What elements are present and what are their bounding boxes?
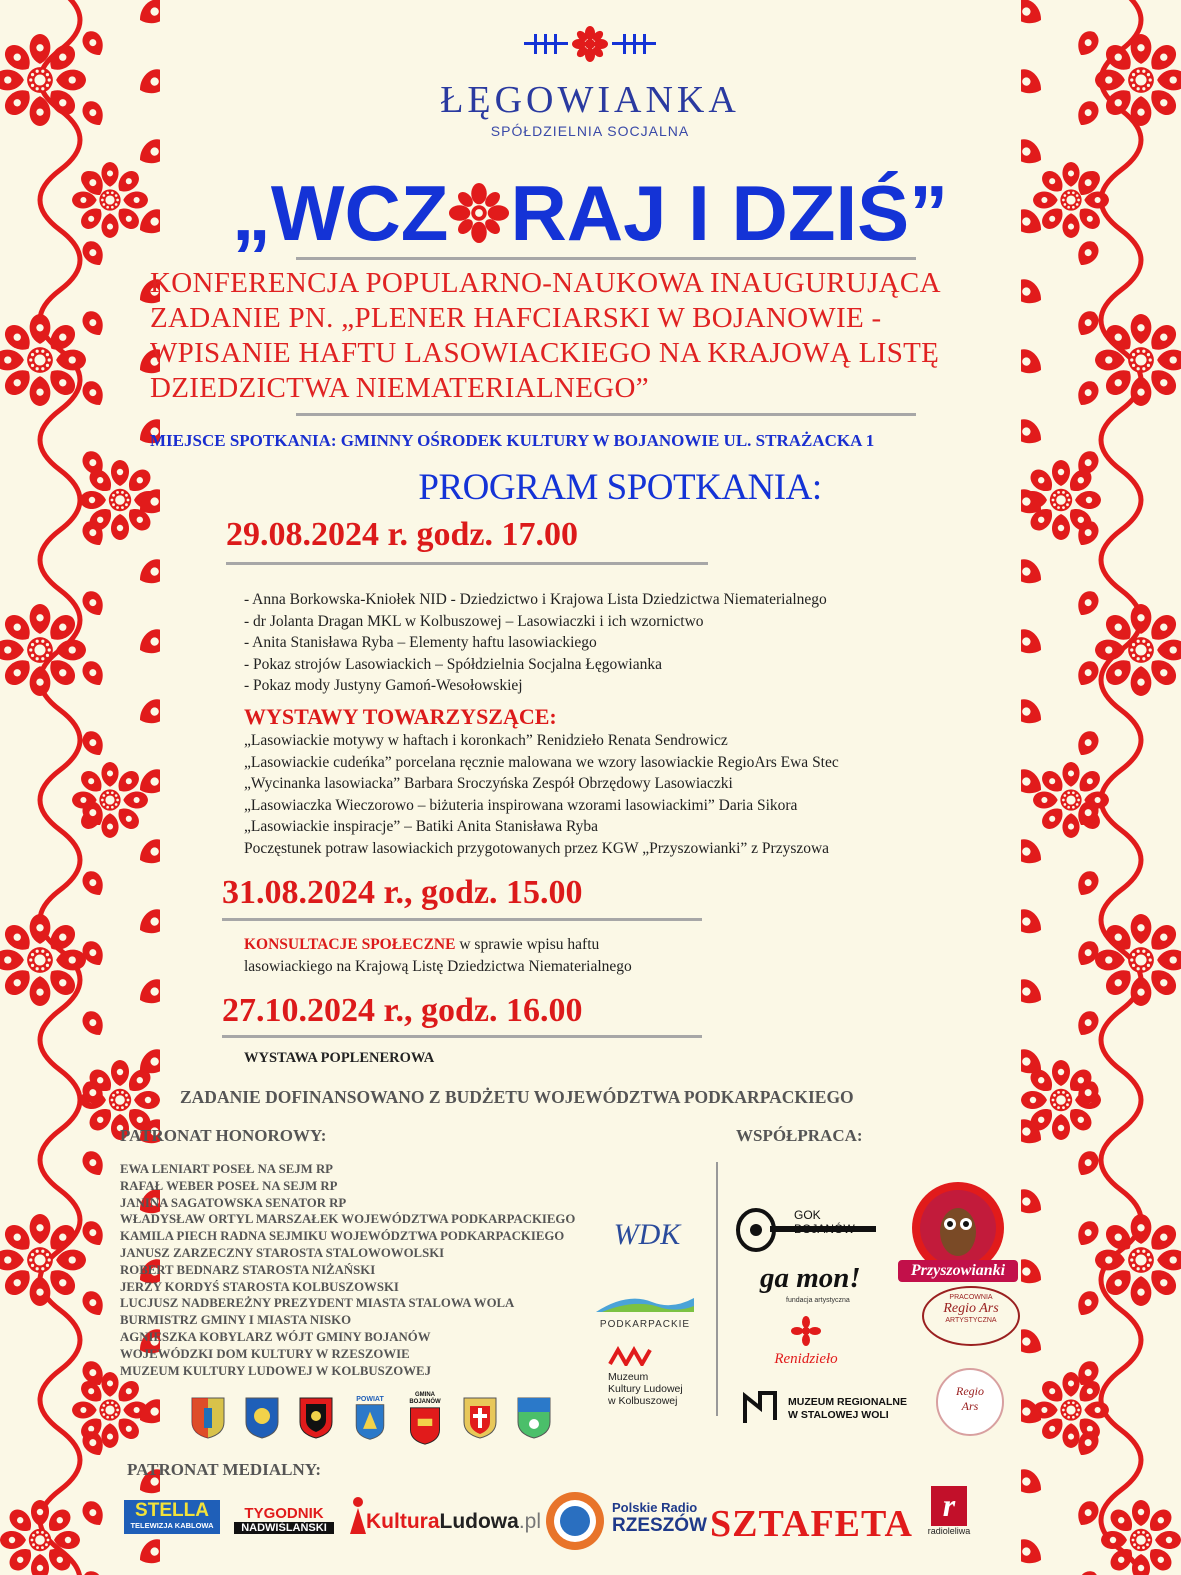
stella-sub: TELEWIZJA KABLOWA bbox=[130, 1521, 214, 1530]
folk-drop-motif bbox=[79, 1007, 109, 1039]
folk-drop-motif bbox=[1073, 1567, 1103, 1575]
folk-drop-motif bbox=[79, 237, 109, 269]
folk-drop-motif bbox=[1021, 625, 1047, 660]
folk-drop-motif bbox=[1073, 97, 1103, 129]
folk-drop-motif bbox=[1073, 1497, 1103, 1529]
list-item: LUCJUSZ NADBEREŻNY PREZYDENT MIASTA STALOWA WOLA bbox=[120, 1296, 515, 1311]
list-item: WOJEWÓDZKI DOM KULTURY W RZESZOWIE bbox=[120, 1346, 410, 1361]
list-item: „Lasowiackie inspiracje” – Batiki Anita Stanisława Ryba bbox=[244, 818, 599, 835]
folk-drop-motif bbox=[134, 975, 160, 1010]
folk-drop-motif bbox=[134, 905, 160, 940]
crest-icon bbox=[244, 1396, 280, 1440]
folk-drop-motif bbox=[1073, 377, 1103, 409]
mkl-logo-icon bbox=[608, 1346, 652, 1366]
exhibition-postplener: WYSTAWA POPLENEROWA bbox=[244, 1050, 435, 1066]
folk-drop-motif bbox=[1073, 1217, 1103, 1249]
kultura-part: Kultura bbox=[366, 1510, 440, 1533]
crest-icon bbox=[298, 1396, 334, 1440]
mkl-line: Kultury Ludowej bbox=[608, 1383, 683, 1395]
renidzielo-label: Renidzieło bbox=[774, 1351, 838, 1367]
list-item: „Lasowiackie cudeńka” porcelana ręcznie malowana we wzory lasowiackie RegioArs Ewa Stec bbox=[244, 753, 839, 771]
cooperation-title: WSPÓŁPRACA: bbox=[736, 1126, 863, 1145]
list-item: - Pokaz mody Justyny Gamoń-Wesołowskiej bbox=[244, 677, 523, 694]
folk-drop-motif bbox=[134, 135, 160, 170]
list-item: JANINA SAGATOWSKA SENATOR RP bbox=[120, 1195, 347, 1210]
folk-drop-motif bbox=[1021, 1185, 1047, 1220]
regio-round-line: Ars bbox=[961, 1399, 979, 1413]
list-item: - dr Jolanta Dragan MKL w Kolbuszowej – Lasowiaczki i ich wzornictwo bbox=[244, 612, 704, 630]
divider bbox=[222, 918, 702, 921]
folk-flower-motif bbox=[1101, 1500, 1181, 1575]
kultura-part: Ludowa bbox=[439, 1510, 519, 1533]
conference-description bbox=[150, 266, 995, 406]
honorary-patronage-title: PATRONAT HONOROWY: bbox=[120, 1126, 327, 1145]
title-close-quote: ” bbox=[909, 169, 949, 257]
stella-logo bbox=[124, 1500, 220, 1534]
divider bbox=[296, 413, 916, 416]
list-item: - Anita Stanisława Ryba – Elementy haftu lasowiackiego bbox=[244, 634, 597, 651]
folk-drop-motif bbox=[79, 727, 109, 759]
folk-drop-motif bbox=[79, 1567, 109, 1575]
consultation-text-part: lasowiackiego na Krajową Listę Dziedzictwa Niematerialnego bbox=[244, 957, 632, 975]
folk-drop-motif bbox=[1021, 275, 1047, 310]
folk-drop-motif bbox=[1073, 1147, 1103, 1179]
folk-drop-motif bbox=[1073, 1287, 1103, 1319]
radio-line: RZESZÓW bbox=[612, 1515, 707, 1536]
folk-flower-motif bbox=[72, 162, 148, 238]
polskie-radio-logo bbox=[612, 1500, 707, 1537]
folk-flower-motif bbox=[1033, 162, 1109, 238]
mkl-line: Muzeum bbox=[608, 1371, 649, 1383]
podkarpackie-label: PODKARPACKIE bbox=[599, 1319, 691, 1330]
media-patronage-title: PATRONAT MEDIALNY: bbox=[127, 1460, 322, 1479]
folk-flower-motif bbox=[0, 34, 86, 126]
folk-drop-motif bbox=[1073, 237, 1103, 269]
folk-pattern-right-border bbox=[1021, 0, 1181, 1575]
folk-drop-motif bbox=[1073, 657, 1103, 689]
folk-flower-motif bbox=[72, 762, 148, 838]
muzeum-line: W STALOWEJ WOLI bbox=[788, 1409, 889, 1421]
polskie-radio-icon bbox=[544, 1490, 606, 1552]
list-item: - Pokaz strojów Lasowiackich – Spółdzielnia Socjalna Łęgowianka bbox=[244, 655, 662, 673]
list-item: - Anna Borkowska-Kniołek NID - Dziedzictwo i Krajowa Lista Dziedzictwa Niematerialnego bbox=[244, 591, 827, 608]
podkarpackie-logo bbox=[592, 1290, 698, 1330]
folk-drop-motif bbox=[1073, 1007, 1103, 1039]
gamon-sub: fundacja artystyczna bbox=[786, 1297, 850, 1304]
gamon-logo: ga mon! bbox=[760, 1262, 861, 1294]
kultura-part: .pl bbox=[518, 1510, 542, 1533]
folk-drop-motif bbox=[134, 835, 160, 870]
folk-drop-motif bbox=[1021, 975, 1047, 1010]
folk-flower-motif bbox=[0, 604, 86, 696]
regio-ars-bottom: ARTYSTYCZNA bbox=[945, 1317, 997, 1324]
folk-drop-motif bbox=[1021, 1535, 1047, 1570]
talks-list bbox=[244, 589, 827, 697]
regio-ars-round-logo bbox=[936, 1368, 1004, 1436]
folk-drop-motif bbox=[1021, 905, 1047, 940]
folk-drop-motif bbox=[79, 97, 109, 129]
podkarpackie-hills-icon bbox=[592, 1290, 698, 1314]
list-item: BURMISTRZ GMINY I MIASTA NISKO bbox=[120, 1313, 352, 1328]
consultation-text bbox=[244, 934, 632, 977]
folk-drop-motif bbox=[134, 625, 160, 660]
folk-flower-motif bbox=[1095, 34, 1181, 126]
title-part2: RAJ I DZIŚ bbox=[510, 169, 910, 257]
list-item: AGNIESZKA KOBYLARZ WÓJT GMINY BOJANÓW bbox=[120, 1329, 431, 1344]
exhibitions-list bbox=[244, 730, 839, 859]
mkl-line: w Kolbuszowej bbox=[608, 1395, 678, 1407]
exhibitions-title: WYSTAWY TOWARZYSZĄCE: bbox=[244, 704, 557, 729]
folk-drop-motif bbox=[79, 1147, 109, 1179]
folk-flower-motif bbox=[1095, 604, 1181, 696]
folk-drop-motif bbox=[134, 555, 160, 590]
consultation-highlight: KONSULTACJE SPOŁECZNE bbox=[244, 936, 456, 953]
folk-drop-motif bbox=[1073, 587, 1103, 619]
folk-drop-motif bbox=[1073, 727, 1103, 759]
przyszowianki-label: Przyszowianki bbox=[910, 1262, 1006, 1279]
list-item: „Wycinanka lasowiacka” Barbara Sroczyńska Zespół Obrzędowy Lasowiaczki bbox=[244, 775, 733, 792]
divider bbox=[296, 257, 916, 260]
crest-icon bbox=[353, 1403, 387, 1441]
list-item: JANUSZ ZARZECZNY STAROSTA STALOWOWOLSKI bbox=[120, 1245, 445, 1260]
gok-label: GOK BOJANÓW bbox=[794, 1208, 855, 1236]
flower-ornament-icon bbox=[520, 26, 660, 62]
stella-label: STELLA bbox=[135, 1500, 209, 1521]
divider bbox=[222, 1035, 702, 1038]
conference-line: KONFERENCJA POPULARNO-NAUKOWA INAUGURUJĄCA bbox=[150, 267, 941, 299]
program-title: PROGRAM SPOTKANIA: bbox=[418, 467, 822, 508]
date-day2: 31.08.2024 r., godz. 15.00 bbox=[222, 874, 583, 911]
folk-flower-motif bbox=[1095, 314, 1181, 406]
radioleliwa-label: radioleliwa bbox=[927, 1526, 971, 1536]
tygodnik-logo bbox=[234, 1506, 334, 1534]
folk-flower-motif bbox=[1095, 1214, 1181, 1306]
title-flower-icon bbox=[448, 182, 510, 244]
muzeum-regionalne-icon bbox=[742, 1390, 778, 1426]
divider bbox=[226, 562, 708, 565]
main-title bbox=[140, 168, 1040, 258]
folk-flower-motif bbox=[0, 914, 86, 1006]
folk-drop-motif bbox=[79, 1287, 109, 1319]
tygodnik-label: TYGODNIK bbox=[244, 1505, 324, 1522]
folk-drop-motif bbox=[1021, 65, 1047, 100]
regio-ars-label: Regio Ars bbox=[943, 1301, 999, 1316]
list-item: „Lasowiackie motywy w haftach i koronkach” Renidzieło Renata Sendrowicz bbox=[244, 732, 728, 749]
folk-drop-motif bbox=[1021, 0, 1047, 30]
date-day3: 27.10.2024 r., godz. 16.00 bbox=[222, 992, 583, 1029]
folk-drop-motif bbox=[79, 377, 109, 409]
folk-drop-motif bbox=[1021, 135, 1047, 170]
folk-drop-motif bbox=[1021, 695, 1047, 730]
date-day1: 29.08.2024 r. godz. 17.00 bbox=[226, 516, 578, 553]
folk-vine-line bbox=[1101, 0, 1141, 1575]
folk-flower-motif bbox=[0, 1500, 80, 1575]
powiat-label: POWIAT bbox=[356, 1396, 384, 1403]
conference-line: WPISANIE HAFTU LASOWIACKIEGO NA KRAJOWĄ LISTĘ bbox=[150, 337, 940, 369]
folk-drop-motif bbox=[79, 657, 109, 689]
radio-line: Polskie Radio bbox=[612, 1500, 698, 1515]
folk-drop-motif bbox=[79, 27, 109, 59]
list-item: RAFAŁ WEBER POSEŁ NA SEJM RP bbox=[120, 1178, 338, 1193]
folk-drop-motif bbox=[134, 65, 160, 100]
folk-drop-motif bbox=[1073, 867, 1103, 899]
folk-drop-motif bbox=[1073, 27, 1103, 59]
wdk-logo-text: WDK bbox=[613, 1218, 681, 1251]
list-item: ROBERT BEDNARZ STAROSTA NIŻAŃSKI bbox=[120, 1262, 376, 1277]
folk-drop-motif bbox=[1021, 555, 1047, 590]
title-open-quote: „ bbox=[231, 169, 271, 257]
list-item: JERZY KORDYŚ STAROSTA KOLBUSZOWSKI bbox=[120, 1279, 399, 1294]
folk-drop-motif bbox=[1021, 1255, 1047, 1290]
renidzielo-logo bbox=[756, 1316, 856, 1368]
folk-flower-motif bbox=[1033, 762, 1109, 838]
folk-drop-motif bbox=[134, 695, 160, 730]
consultation-text-part: w sprawie wpisu haftu bbox=[455, 936, 600, 953]
folk-drop-motif bbox=[1021, 1325, 1047, 1360]
folk-drop-motif bbox=[79, 1217, 109, 1249]
kultura-ludowa-logo bbox=[346, 1496, 542, 1541]
list-item: EWA LENIART POSEŁ NA SEJM RP bbox=[120, 1162, 333, 1176]
honorary-patronage-list bbox=[120, 1161, 575, 1379]
sztafeta-logo: SZTAFETA bbox=[710, 1503, 913, 1545]
regio-ars-top: PRACOWNIA bbox=[949, 1294, 993, 1301]
folk-drop-motif bbox=[1021, 1465, 1047, 1500]
regio-round-line: Regio bbox=[956, 1384, 984, 1398]
folk-drop-motif bbox=[1021, 835, 1047, 870]
folk-drop-motif bbox=[1073, 307, 1103, 339]
muzeum-regionalne-logo bbox=[742, 1390, 907, 1431]
list-item: Poczęstunek potraw lasowiackich przygotowanych przez KGW „Przyszowianki” z Przyszowa bbox=[244, 839, 830, 857]
tygodnik-sub: NADWIŚLAŃSKI bbox=[234, 1522, 334, 1534]
przyszowianki-logo bbox=[892, 1180, 1024, 1290]
folk-drop-motif bbox=[79, 307, 109, 339]
organization-subtitle: SPÓŁDZIELNIA SOCJALNA bbox=[490, 123, 690, 139]
conference-line: DZIEDZICTWA NIEMATERIALNEGO” bbox=[150, 372, 649, 404]
meeting-place: MIEJSCE SPOTKANIA: GMINNY OŚRODEK KULTURY W BOJANOWIE UL. STRAŻACKA 1 bbox=[150, 431, 875, 450]
list-item: „Lasowiaczka Wieczorowo – biżuteria inspirowana wzorami lasowiackimi” Daria Sikora bbox=[244, 796, 798, 814]
wdk-logo bbox=[612, 1218, 682, 1252]
list-item: KAMILA PIECH RADNA SEJMIKU WOJEWÓDZTWA PODKARPACKIEGO bbox=[120, 1229, 565, 1244]
radioleliwa-mark: r bbox=[931, 1486, 967, 1526]
radioleliwa-logo bbox=[926, 1486, 972, 1536]
folk-drop-motif bbox=[79, 587, 109, 619]
muzeum-line: MUZEUM REGIONALNE bbox=[788, 1396, 907, 1408]
powiat-crest bbox=[350, 1396, 390, 1446]
mkl-logo bbox=[608, 1346, 708, 1407]
folk-drop-motif bbox=[1021, 345, 1047, 380]
folk-flower-motif bbox=[0, 314, 86, 406]
folk-drop-motif bbox=[134, 0, 160, 30]
folk-drop-motif bbox=[79, 1497, 109, 1529]
list-item: WŁADYSŁAW ORTYL MARSZAŁEK WOJEWÓDZTWA PODKARPACKIEGO bbox=[120, 1212, 576, 1227]
regio-ars-workshop-logo bbox=[922, 1286, 1020, 1346]
organization-name: ŁĘGOWIANKA bbox=[440, 79, 740, 121]
folk-drop-motif bbox=[79, 867, 109, 899]
conference-line: ZADANIE PN. „PLENER HAFCIARSKI W BOJANOWIE - bbox=[150, 302, 882, 334]
folk-flower-motif bbox=[0, 1214, 86, 1306]
gmina-bojanow-crest bbox=[402, 1392, 448, 1451]
title-part1: WCZ bbox=[270, 169, 449, 257]
funding-note: ZADANIE DOFINANSOWANO Z BUDŻETU WOJEWÓDZTWA PODKARPACKIEGO bbox=[180, 1087, 854, 1107]
folk-flower-motif bbox=[1095, 914, 1181, 1006]
crest-icon bbox=[462, 1396, 498, 1440]
renidzielo-flower-icon bbox=[791, 1316, 821, 1346]
gok-bojanow-logo bbox=[734, 1204, 880, 1259]
folk-vine-line bbox=[40, 0, 80, 1575]
crest-icon bbox=[407, 1406, 443, 1446]
folk-drop-motif bbox=[134, 1535, 160, 1570]
vertical-divider bbox=[716, 1162, 718, 1416]
list-item: MUZEUM KULTURY LUDOWEJ W KOLBUSZOWEJ bbox=[120, 1363, 431, 1378]
gmina-label: GMINA BOJANÓW bbox=[409, 1392, 441, 1405]
crest-icon bbox=[516, 1396, 552, 1440]
crest-icon bbox=[190, 1396, 226, 1440]
